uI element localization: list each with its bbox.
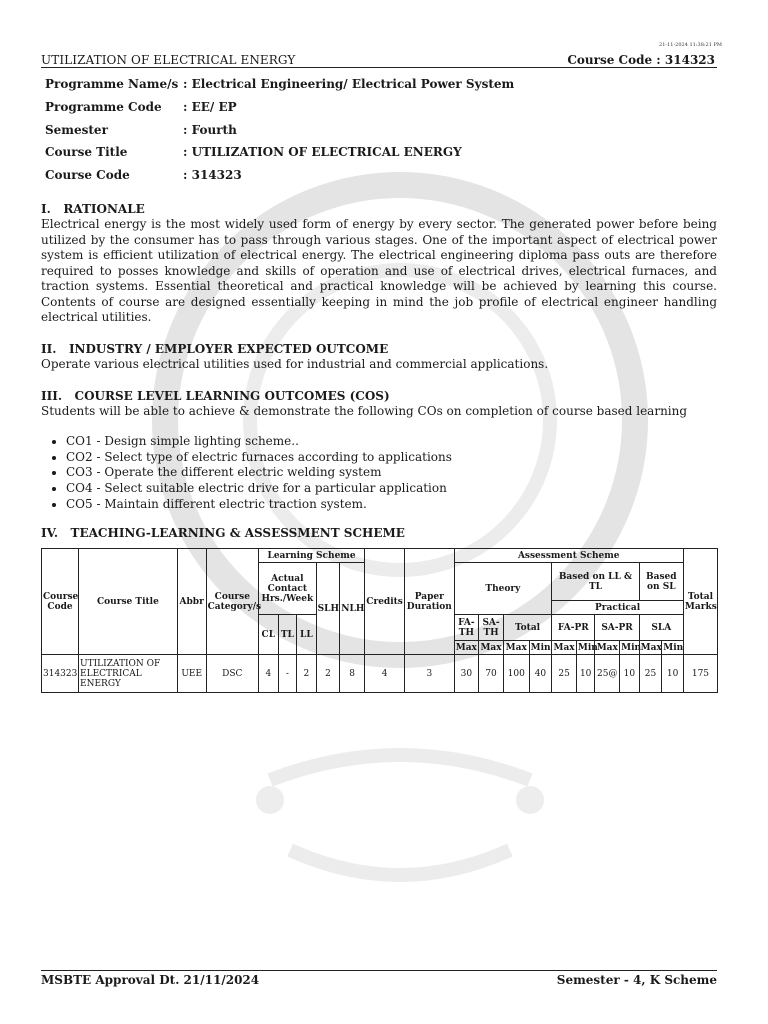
info-row (45, 164, 514, 187)
th-slh: SLH (316, 563, 340, 655)
cell-sa-th-max: 70 (479, 655, 504, 693)
th-fa-th: FA-TH (454, 615, 479, 641)
scheme-heading: IV. TEACHING-LEARNING & ASSESSMENT SCHEME (41, 526, 405, 540)
print-timestamp: 21-11-2024 11:38:21 PM (659, 42, 722, 48)
info-key: Course Title (45, 145, 128, 160)
cell-slh: 2 (316, 655, 340, 693)
th-max: Max (640, 642, 662, 653)
th-min: Min (663, 642, 684, 653)
cell-cl: 4 (259, 655, 279, 693)
header-course-code: Course Code : 314323 (567, 53, 715, 67)
footer-semester: Semester - 4, K Scheme (556, 973, 717, 987)
th-max: Max (480, 642, 502, 653)
rationale-text: Electrical energy is the most widely used form of energy by every sector. The generated power before being utilized by the consumer has to pass through various stages. One of the important aspect of electrical power system is efficient utilization of electrical energy. The electrical engineering diploma pass outs are therefore required to posses knowledge and skills of operation and use of electrical drives, electrical furnaces, and traction systems. Essential theoretical and practical knowledge will be achieved by learning this course. Contents of course are designed essentially keeping in mind the job profile of electrical engineer handling electrical utilities. (41, 217, 717, 324)
cell-fa-pr-min: 10 (576, 655, 595, 693)
th-based-ll-tl: Based on LL & TL (552, 563, 639, 601)
info-key: Semester (45, 122, 108, 137)
th-nlh: NLH (340, 563, 365, 655)
info-value: : Electrical Engineering/ Electrical Power System (183, 77, 515, 92)
co-item: • CO5 - Maintain different electric traction system. (66, 497, 452, 513)
th-max: Max (596, 642, 618, 653)
course-info (45, 73, 514, 186)
th-learning-scheme: Learning Scheme (259, 549, 365, 563)
th-fa-pr: FA-PR (552, 615, 595, 641)
th-max: Max (455, 642, 477, 653)
info-row (45, 118, 514, 141)
th-credits: Credits (365, 549, 405, 655)
info-value: : 314323 (183, 168, 242, 183)
cell-title: UTILIZATION OF ELECTRICAL ENERGY (79, 655, 178, 693)
cell-category: DSC (206, 655, 258, 693)
scheme-table (41, 548, 718, 693)
industry-heading: II. INDUSTRY / EMPLOYER EXPECTED OUTCOME (41, 342, 389, 356)
th-sa-pr: SA-PR (595, 615, 639, 641)
th-abbr: Abbr (177, 549, 206, 655)
cell-sa-pr-min: 10 (620, 655, 640, 693)
co-item: • CO2 - Select type of electric furnaces according to applications (66, 450, 452, 466)
th-min: Min (530, 642, 551, 653)
info-key: Course Code (45, 168, 130, 183)
info-value: : EE/ EP (183, 100, 237, 115)
th-min: Min (577, 642, 598, 653)
cell-sla-min: 10 (662, 655, 684, 693)
header-course-name: UTILIZATION OF ELECTRICAL ENERGY (41, 53, 296, 67)
footer-approval: MSBTE Approval Dt. 21/11/2024 (41, 973, 260, 987)
th-max: Max (503, 641, 529, 655)
th-assessment-scheme: Assessment Scheme (454, 549, 683, 563)
th-theory: Theory (454, 563, 552, 615)
co-item: • CO3 - Operate the different electric welding system (66, 465, 452, 481)
cos-intro: Students will be able to achieve & demonstrate the following COs on completion of course based learning (41, 404, 688, 418)
th-cl: CL (259, 615, 279, 655)
th-min: Min (621, 642, 642, 653)
cell-nlh: 8 (340, 655, 365, 693)
th-based-sl: Based on SL (639, 563, 683, 601)
info-value: : UTILIZATION OF ELECTRICAL ENERGY (183, 145, 462, 160)
info-key: Programme Name/s (45, 77, 179, 92)
th-total-marks: Total Marks (683, 549, 717, 655)
info-value: : Fourth (183, 122, 237, 137)
cell-fa-th-max: 30 (454, 655, 479, 693)
cell-tl: - (278, 655, 297, 693)
cell-sla-max: 25 (639, 655, 662, 693)
cell-sa-pr-max: 25@ (595, 655, 620, 693)
th-course-title: Course Title (79, 549, 178, 655)
rationale-heading: I. RATIONALE (41, 202, 145, 216)
cell-fa-pr-max: 25 (552, 655, 577, 693)
cell-paper-duration: 3 (405, 655, 454, 693)
th-course-code: Course Code (42, 549, 79, 655)
th-ll: LL (297, 615, 317, 655)
page-footer (41, 970, 717, 987)
info-key: Programme Code (45, 100, 162, 115)
info-row (45, 96, 514, 119)
th-tl: TL (278, 615, 297, 655)
th-actual-contact: Actual Contact Hrs./Week (259, 563, 317, 615)
th-sla: SLA (639, 615, 683, 641)
info-row (45, 73, 514, 96)
co-item: • CO4 - Select suitable electric drive for a particular application (66, 481, 452, 497)
th-category: Course Category/s (206, 549, 258, 655)
th-sa-th: SA-TH (479, 615, 504, 641)
page-header (41, 51, 717, 68)
cell-total-marks: 175 (683, 655, 717, 693)
cell-credits: 4 (365, 655, 405, 693)
th-total: Total (503, 615, 551, 641)
cell-ll: 2 (297, 655, 317, 693)
th-paper-duration: Paper Duration (405, 549, 454, 655)
cell-total-max: 100 (503, 655, 529, 693)
industry-text: Operate various electrical utilities used for industrial and commercial applications. (41, 357, 549, 371)
cos-heading: III. COURSE LEVEL LEARNING OUTCOMES (COS) (41, 389, 390, 403)
table-row (42, 655, 718, 693)
co-item: • CO1 - Design simple lighting scheme.. (66, 434, 452, 450)
th-practical: Practical (552, 601, 684, 615)
th-max: Max (553, 642, 575, 653)
co-list (48, 434, 452, 513)
cell-abbr: UEE (177, 655, 206, 693)
cell-total-min: 40 (529, 655, 552, 693)
info-row (45, 141, 514, 164)
cell-code: 314323 (42, 655, 79, 693)
